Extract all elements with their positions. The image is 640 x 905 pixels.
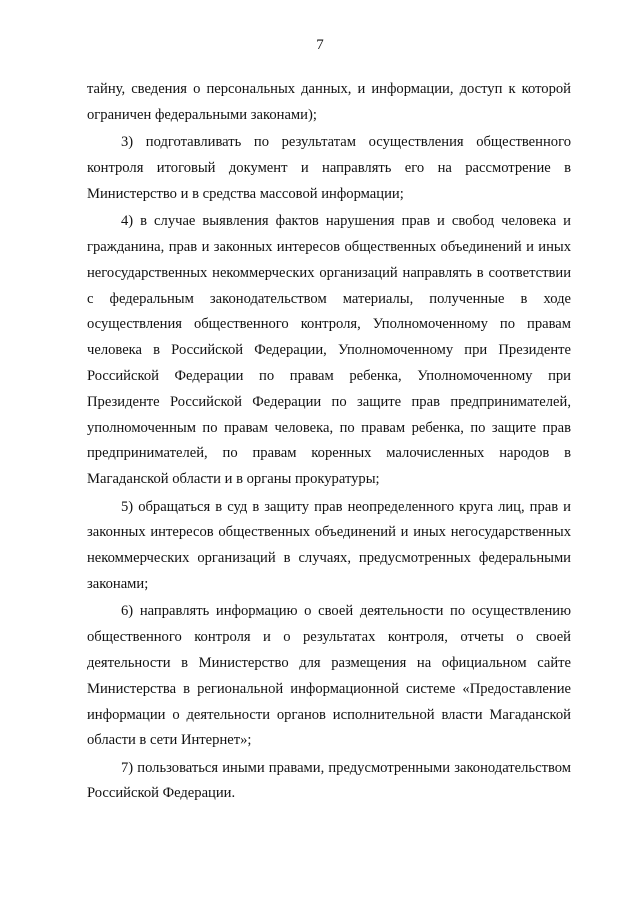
paragraph-item-4: 4) в случае выявления фактов нарушения прав и свобод человека и гражданина, прав и законных интересов общественных объединений и иных негосударственных некоммерческих организаций направлять в соответствии с федеральным законодательством материалы, полученные в ходе осуществления общественного контроля, Уполномоченному по правам человека в Российской Федерации, Уполномоченному при Президенте Российской Федерации по правам ребенка, Уполномоченному при Президенте Российской Федерации по защите прав предпринимателей, уполномоченным по правам человека, по правам ребенка, по защите прав предпринимателей, по правам коренных малочисленных народов в Магаданской области и в органы прокуратуры; [87,213,571,488]
paragraph-item-5: 5) обращаться в суд в защиту прав неопределенного круга лиц, прав и законных интересов общественных объединений и иных негосударственных некоммерческих организаций в случаях, предусмотренных федеральными законами; [87,498,571,592]
document-body [87,77,571,809]
paragraph-continuation: тайну, сведения о персональных данных, и информации, доступ к которой ограничен федеральными законами); [87,81,571,123]
paragraph-item-3: 3) подготавливать по результатам осуществления общественного контроля итоговый документ и направлять его на рассмотрение в Министерство и в средства массовой информации; [87,134,571,202]
paragraph-item-6: 6) направлять информацию о своей деятельности по осуществлению общественного контроля и о результатах контроля, отчеты о своей деятельности в Министерство для размещения на официальном сайте Министерства в региональной информационной системе «Предоставление информации о деятельности органов исполнительной власти Магаданской области в сети Интернет»; [87,603,571,749]
page-number: 7 [316,37,324,53]
paragraph-item-7: 7) пользоваться иными правами, предусмотренными законодательством Российской Федерации. [87,759,571,802]
